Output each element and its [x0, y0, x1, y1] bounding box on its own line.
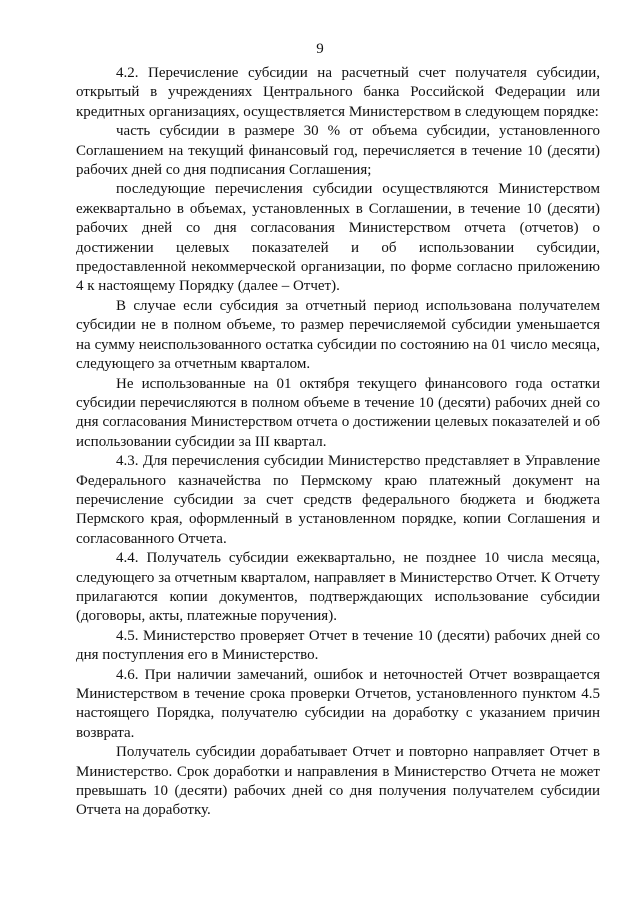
paragraph-first-payment: часть субсидии в размере 30 % от объема субсидии, установленного Соглашением на текущий финансовый год, перечисляется в течение 10 (десяти) рабочих дней со дня подписания Соглашения;: [76, 123, 600, 179]
paragraph-4-2: 4.2. Перечисление субсидии на расчетный счет получателя субсидии, открытый в учреждениях Центрального банка Российской Федерации или кредитных организациях, осуществляется Министерством в следующем порядке:: [76, 65, 600, 120]
paragraph-unused-remainder: Не использованные на 01 октября текущего финансового года остатки субсидии перечисляются в полном объеме в течение 10 (десяти) рабочих дней со дня согласования Министерством отчета о достижении целевых показателей и об использовании субсидии за III квартал.: [76, 375, 600, 450]
paragraph-partial-use: В случае если субсидия за отчетный период использована получателем субсидии не в полном объеме, то размер перечисляемой субсидии уменьшается на сумму неиспользованного остатка субсидии по состоянию на 01 число месяца, следующего за отчетным кварталом.: [76, 297, 600, 373]
paragraph-4-4: 4.4. Получатель субсидии ежеквартально, не позднее 10 числа месяца, следующего за отчетным кварталом, направляет в Министерство Отчет. К Отчету прилагаются копии документов, подтверждающих использование субсидии (договоры, акты, платежные поручения).: [76, 550, 600, 625]
paragraph-4-6: 4.6. При наличии замечаний, ошибок и неточностей Отчет возвращается Министерством в течение срока проверки Отчетов, установленного пунктом 4.5 настоящего Порядка, получателю субсидии на доработку с указанием причин возврата.: [76, 666, 600, 741]
page-number: 9: [316, 41, 324, 57]
paragraph-resubmission: Получатель субсидии дорабатывает Отчет и повторно направляет Отчет в Министерство. Срок доработки и направления в Министерство Отчета не может превышать 10 (десяти) рабочих дней со дня получения получателем субсидии Отчета на доработку.: [76, 744, 600, 819]
document-body: [76, 64, 600, 821]
paragraph-4-5: 4.5. Министерство проверяет Отчет в течение 10 (десяти) рабочих дней со дня поступления его в Министерство.: [76, 627, 600, 664]
paragraph-4-3: 4.3. Для перечисления субсидии Министерство представляет в Управление Федерального казначейства по Пермскому краю платежный документ на перечисление субсидии за счет средств федерального бюджета и бюджета Пермского края, оформленный в установленном порядке, копии Соглашения и согласованного Отчета.: [76, 453, 600, 547]
paragraph-subsequent-payments: последующие перечисления субсидии осуществляются Министерством ежеквартально в объемах, установленных в Соглашении, в течение 10 (десяти) рабочих дней со дня согласования Министерством отчета (отчетов) о достижении целевых показателей и об использовании субсидии, предоставленной некоммерческой организации, по форме согласно приложению 4 к настоящему Порядку (далее – Отчет).: [76, 181, 600, 295]
